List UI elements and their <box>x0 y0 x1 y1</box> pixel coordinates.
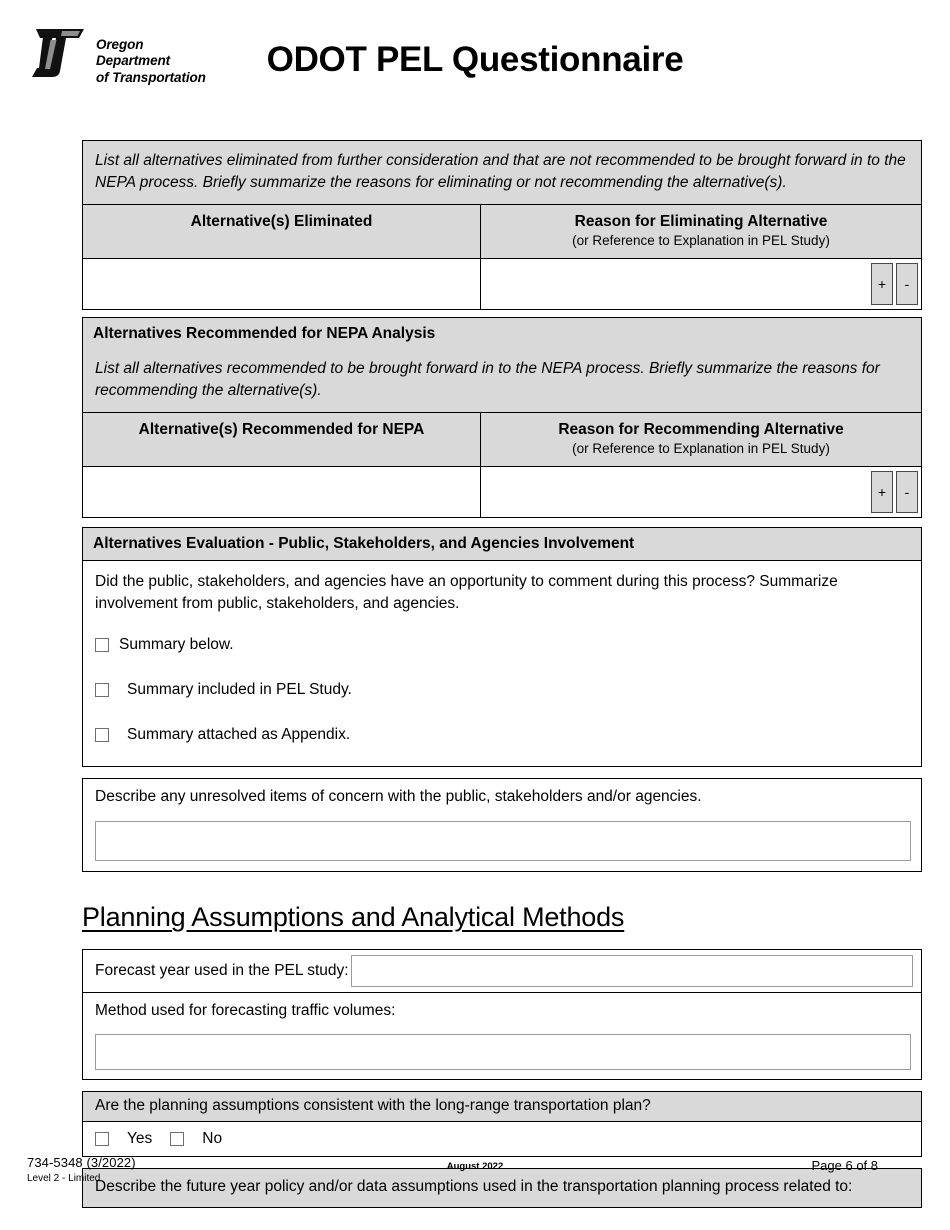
involvement-section <box>82 527 922 767</box>
eliminated-col-b-header-main: Reason for Eliminating Alternative <box>574 213 828 230</box>
remove-row-button[interactable]: - <box>896 263 918 305</box>
forecast-year-row <box>83 950 921 992</box>
eliminated-table-header-row <box>83 204 921 258</box>
eliminated-col-a-header: Alternative(s) Eliminated <box>83 205 481 258</box>
planning-consistency-answer-row <box>83 1121 921 1156</box>
recommended-section-title: Alternatives Recommended for NEPA Analysis <box>83 318 921 346</box>
recommended-col-b-subheader: (or Reference to Explanation in PEL Study) <box>572 440 830 456</box>
eliminated-col-b-header <box>481 205 921 258</box>
recommended-col-a-header: Alternative(s) Recommended for NEPA <box>83 413 481 466</box>
footer-page-number: Page 6 of 8 <box>811 1158 878 1173</box>
alternatives-eliminated-table <box>82 140 922 310</box>
recommended-table-header-row <box>83 412 921 466</box>
checkbox-label-no: No <box>202 1130 223 1148</box>
forecast-year-input[interactable] <box>351 955 913 987</box>
footer-form-code: 734-5348 (3/2022) <box>27 1155 136 1170</box>
method-label: Method used for forecasting traffic volumes: <box>95 1002 396 1020</box>
logo-line-department: Department <box>96 53 171 69</box>
table-row <box>83 466 921 517</box>
list-item <box>95 630 909 660</box>
checkbox-label-yes: Yes <box>127 1130 153 1148</box>
recommended-col-b-header-main: Reason for Recommending Alternative <box>558 420 844 438</box>
planning-consistency-question: Are the planning assumptions consistent with the long-range transportation plan? <box>83 1092 921 1121</box>
add-row-button[interactable]: + <box>871 263 893 305</box>
forecast-year-label: Forecast year used in the PEL study: <box>95 962 349 980</box>
checkbox-label-summary-appendix: Summary attached as Appendix. <box>127 725 351 743</box>
future-year-assumptions-prompt: Describe the future year policy and/or data assumptions used in the transportation planning process related to: <box>95 1178 853 1196</box>
unresolved-items-section <box>82 778 922 873</box>
eliminated-intro-text: List all alternatives eliminated from further consideration and that are not recommended to be brought forward in to the NEPA process. Briefly summarize the reasons for eliminating or not recommending the alternative(s). <box>83 141 921 204</box>
add-row-button[interactable]: + <box>871 471 893 513</box>
planning-consistency-section <box>82 1091 922 1157</box>
involvement-section-title: Alternatives Evaluation - Public, Stakeholders, and Agencies Involvement <box>83 528 921 560</box>
recommended-reason-cell <box>481 467 921 517</box>
method-row <box>83 992 921 1070</box>
remove-row-button[interactable]: - <box>896 471 918 513</box>
checkbox-summary-in-pel-study[interactable] <box>95 683 109 697</box>
unresolved-items-prompt: Describe any unresolved items of concern with the public, stakeholders and/or agencies. <box>95 787 702 805</box>
list-item <box>95 675 909 705</box>
eliminated-col-b-subheader: (or Reference to Explanation in PEL Study) <box>572 232 830 248</box>
list-item <box>95 720 909 750</box>
checkbox-label-summary-below: Summary below. <box>119 635 234 653</box>
recommended-intro-text: List all alternatives recommended to be brought forward in to the NEPA process. Briefly summarize the reasons for recommending the alternative(s). <box>83 346 921 412</box>
recommended-alternative-input[interactable] <box>83 467 481 517</box>
method-input[interactable] <box>95 1034 911 1070</box>
recommended-col-b-header <box>481 413 921 466</box>
planning-assumptions-heading: Planning Assumptions and Analytical Methods <box>82 902 625 933</box>
logo-line-oregon: Oregon <box>96 37 144 52</box>
page-header <box>0 0 950 120</box>
involvement-body <box>83 560 921 766</box>
page-title: ODOT PEL Questionnaire <box>266 40 684 79</box>
footer-level: Level 2 - Limited <box>27 1173 101 1184</box>
checkbox-summary-below[interactable] <box>95 638 109 652</box>
table-row <box>83 258 921 309</box>
eliminated-reason-cell <box>481 259 921 309</box>
checkbox-yes[interactable] <box>95 1132 109 1146</box>
eliminated-row-controls <box>868 259 921 309</box>
checkbox-summary-appendix[interactable] <box>95 728 109 742</box>
checkbox-label-summary-in-pel-study: Summary included in PEL Study. <box>127 680 352 698</box>
page-footer <box>0 1155 950 1215</box>
footer-date: August 2022 <box>446 1161 504 1172</box>
checkbox-no[interactable] <box>170 1132 184 1146</box>
alternatives-recommended-table <box>82 317 922 518</box>
involvement-question: Did the public, stakeholders, and agencies have an opportunity to comment during this process? Summarize involvement from public, stakeholders, and agencies. <box>95 572 838 613</box>
forecast-method-section <box>82 949 922 1080</box>
logo-line-of-transportation: of Transportation <box>96 69 206 85</box>
eliminated-alternative-input[interactable] <box>83 259 481 309</box>
recommended-row-controls <box>868 467 921 517</box>
unresolved-items-input[interactable] <box>95 821 911 861</box>
